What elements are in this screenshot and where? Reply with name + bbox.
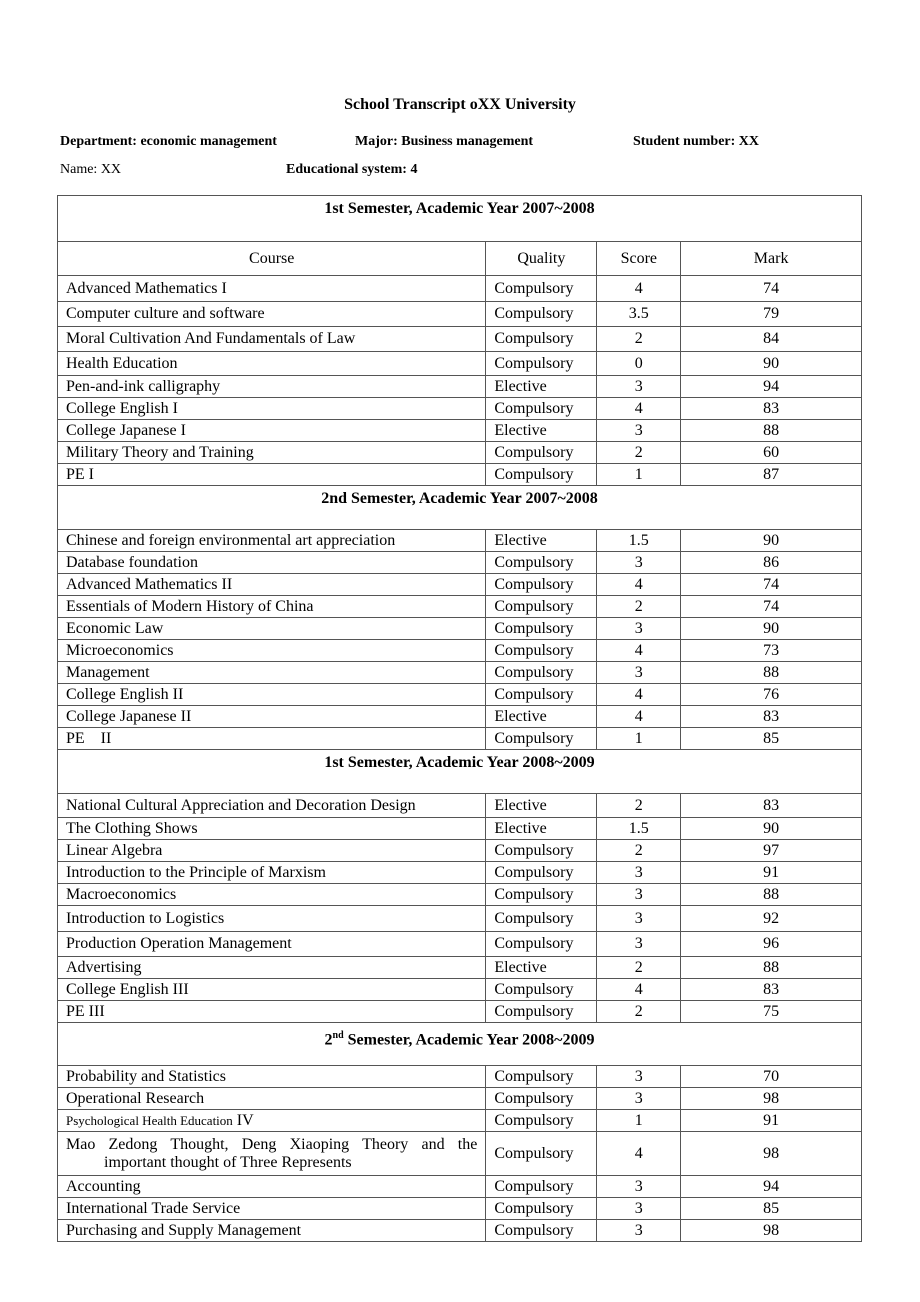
course-cell: Microeconomics <box>58 640 486 662</box>
course-cell: Management <box>58 662 486 684</box>
score-cell: 4 <box>597 398 681 420</box>
semester-title-rest: Semester, Academic Year 2008~2009 <box>343 1031 595 1049</box>
quality-cell: Compulsory <box>486 276 597 302</box>
course-name-suffix: IV <box>236 1111 254 1129</box>
course-cell: Pen-and-ink calligraphy <box>58 376 486 398</box>
mark-cell: 76 <box>681 684 862 706</box>
score-cell: 4 <box>597 979 681 1001</box>
educational-system-text: Educational system: 4 <box>286 162 418 177</box>
course-cell: College English I <box>58 398 486 420</box>
table-row <box>58 442 862 464</box>
course-cell: International Trade Service <box>58 1198 486 1220</box>
major-text: Major: Business management <box>355 134 534 149</box>
table-row <box>58 1110 862 1132</box>
course-cell: Military Theory and Training <box>58 442 486 464</box>
course-cell: Macroeconomics <box>58 884 486 906</box>
semester-title: 2nd Semester, Academic Year 2007~2008 <box>58 486 862 530</box>
quality-cell: Elective <box>486 530 597 552</box>
score-cell: 0 <box>597 352 681 376</box>
score-cell: 1.5 <box>597 530 681 552</box>
course-cell: Advanced Mathematics II <box>58 574 486 596</box>
course-cell: College Japanese I <box>58 420 486 442</box>
semester-title <box>58 1023 862 1066</box>
course-cell: Operational Research <box>58 1088 486 1110</box>
quality-cell: Elective <box>486 706 597 728</box>
mark-cell: 94 <box>681 1176 862 1198</box>
table-row <box>58 464 862 486</box>
table-row <box>58 376 862 398</box>
quality-cell: Compulsory <box>486 1110 597 1132</box>
score-cell: 3 <box>597 1066 681 1088</box>
mark-cell: 91 <box>681 862 862 884</box>
table-row <box>58 640 862 662</box>
table-row <box>58 794 862 818</box>
quality-cell: Compulsory <box>486 464 597 486</box>
score-cell: 2 <box>597 794 681 818</box>
quality-cell: Compulsory <box>486 662 597 684</box>
score-cell: 3 <box>597 662 681 684</box>
course-cell: National Cultural Appreciation and Decoration Design <box>58 794 486 818</box>
quality-cell: Elective <box>486 420 597 442</box>
transcript-title: School Transcript oXX University <box>344 96 576 113</box>
table-row <box>58 420 862 442</box>
course-cell: Chinese and foreign environmental art appreciation <box>58 530 486 552</box>
table-row <box>58 906 862 932</box>
table-row <box>58 552 862 574</box>
quality-cell: Compulsory <box>486 596 597 618</box>
score-cell: 3 <box>597 376 681 398</box>
quality-cell: Elective <box>486 376 597 398</box>
score-cell: 4 <box>597 574 681 596</box>
mark-cell: 83 <box>681 794 862 818</box>
course-cell: College English III <box>58 979 486 1001</box>
score-cell: 4 <box>597 276 681 302</box>
table-row <box>58 1001 862 1023</box>
quality-cell: Compulsory <box>486 840 597 862</box>
mark-cell: 87 <box>681 464 862 486</box>
score-cell: 3 <box>597 1220 681 1242</box>
score-cell: 1 <box>597 464 681 486</box>
score-cell: 2 <box>597 1001 681 1023</box>
quality-cell: Compulsory <box>486 862 597 884</box>
course-cell <box>58 1110 486 1132</box>
course-cell: Economic Law <box>58 618 486 640</box>
mark-cell: 85 <box>681 728 862 750</box>
quality-cell: Compulsory <box>486 684 597 706</box>
table-row <box>58 352 862 376</box>
course-cell: Essentials of Modern History of China <box>58 596 486 618</box>
mark-cell: 91 <box>681 1110 862 1132</box>
course-name-line-2: important thought of Three Represents <box>104 1153 352 1171</box>
table-row <box>58 618 862 640</box>
table-row <box>58 979 862 1001</box>
score-cell: 2 <box>597 840 681 862</box>
mark-cell: 98 <box>681 1088 862 1110</box>
mark-cell: 98 <box>681 1132 862 1176</box>
quality-cell: Compulsory <box>486 1176 597 1198</box>
quality-cell: Compulsory <box>486 302 597 327</box>
table-body <box>58 196 862 1242</box>
quality-cell: Compulsory <box>486 979 597 1001</box>
course-cell: PE III <box>58 1001 486 1023</box>
mark-cell: 70 <box>681 1066 862 1088</box>
mark-cell: 90 <box>681 618 862 640</box>
quality-cell: Compulsory <box>486 1132 597 1176</box>
quality-cell: Compulsory <box>486 352 597 376</box>
table-row <box>58 1198 862 1220</box>
course-cell: The Clothing Shows <box>58 818 486 840</box>
score-cell: 3 <box>597 1176 681 1198</box>
table-row <box>58 596 862 618</box>
table-row <box>58 818 862 840</box>
name-field: Name: XX <box>60 162 122 177</box>
quality-cell: Elective <box>486 957 597 979</box>
course-cell: Production Operation Management <box>58 932 486 957</box>
table-row <box>58 684 862 706</box>
course-cell: Advertising <box>58 957 486 979</box>
table-row <box>58 1066 862 1088</box>
table-row <box>58 706 862 728</box>
score-cell: 2 <box>597 327 681 352</box>
quality-cell: Compulsory <box>486 1220 597 1242</box>
table-row <box>58 1220 862 1242</box>
column-header-course: Course <box>58 242 486 276</box>
score-cell: 3 <box>597 618 681 640</box>
score-cell: 2 <box>597 957 681 979</box>
score-cell: 4 <box>597 684 681 706</box>
mark-cell: 83 <box>681 398 862 420</box>
score-cell: 2 <box>597 442 681 464</box>
table-row <box>58 276 862 302</box>
table-row <box>58 1132 862 1176</box>
mark-cell: 97 <box>681 840 862 862</box>
course-cell: Purchasing and Supply Management <box>58 1220 486 1242</box>
table-row <box>58 728 862 750</box>
score-cell: 3 <box>597 884 681 906</box>
mark-cell: 75 <box>681 1001 862 1023</box>
quality-cell: Compulsory <box>486 552 597 574</box>
table-row <box>58 398 862 420</box>
quality-cell: Compulsory <box>486 327 597 352</box>
score-cell: 4 <box>597 706 681 728</box>
course-cell: Moral Cultivation And Fundamentals of Law <box>58 327 486 352</box>
table-row <box>58 327 862 352</box>
quality-cell: Compulsory <box>486 884 597 906</box>
mark-cell: 79 <box>681 302 862 327</box>
table-row <box>58 530 862 552</box>
course-cell: Probability and Statistics <box>58 1066 486 1088</box>
semester-header <box>58 486 862 530</box>
score-cell: 1 <box>597 1110 681 1132</box>
table-row <box>58 862 862 884</box>
semester-header <box>58 196 862 242</box>
mark-cell: 83 <box>681 706 862 728</box>
major-field <box>355 134 533 150</box>
educational-system-field <box>286 162 417 178</box>
quality-cell: Compulsory <box>486 1066 597 1088</box>
quality-cell: Compulsory <box>486 932 597 957</box>
score-cell: 1.5 <box>597 818 681 840</box>
mark-cell: 88 <box>681 420 862 442</box>
course-cell: Computer culture and software <box>58 302 486 327</box>
mark-cell: 90 <box>681 818 862 840</box>
quality-cell: Compulsory <box>486 618 597 640</box>
quality-cell: Elective <box>486 794 597 818</box>
quality-cell: Compulsory <box>486 1001 597 1023</box>
course-name-small: Psychological Health Education <box>66 1112 233 1128</box>
quality-cell: Compulsory <box>486 1198 597 1220</box>
table-row <box>58 1088 862 1110</box>
semester-title-suffix: nd <box>332 1030 344 1041</box>
course-cell: Introduction to Logistics <box>58 906 486 932</box>
course-cell: Database foundation <box>58 552 486 574</box>
mark-cell: 98 <box>681 1220 862 1242</box>
course-cell: Accounting <box>58 1176 486 1198</box>
table-row <box>58 1176 862 1198</box>
mark-cell: 88 <box>681 884 862 906</box>
course-cell: PE I <box>58 464 486 486</box>
course-cell: College English II <box>58 684 486 706</box>
column-header-quality: Quality <box>486 242 597 276</box>
score-cell: 3 <box>597 1198 681 1220</box>
student-number-field <box>633 134 759 150</box>
score-cell: 4 <box>597 640 681 662</box>
mark-cell: 73 <box>681 640 862 662</box>
score-cell: 3 <box>597 552 681 574</box>
mark-cell: 74 <box>681 574 862 596</box>
semester-title: 1st Semester, Academic Year 2008~2009 <box>58 750 862 794</box>
department-text: Department: economic management <box>60 134 277 149</box>
course-cell: Linear Algebra <box>58 840 486 862</box>
mark-cell: 90 <box>681 530 862 552</box>
table-row <box>58 574 862 596</box>
column-header-score: Score <box>597 242 681 276</box>
mark-cell: 96 <box>681 932 862 957</box>
table-row <box>58 932 862 957</box>
semester-header <box>58 750 862 794</box>
score-cell: 3 <box>597 1088 681 1110</box>
table-row <box>58 884 862 906</box>
mark-cell: 94 <box>681 376 862 398</box>
table-row <box>58 302 862 327</box>
mark-cell: 83 <box>681 979 862 1001</box>
course-cell: College Japanese II <box>58 706 486 728</box>
quality-cell: Elective <box>486 818 597 840</box>
quality-cell: Compulsory <box>486 442 597 464</box>
column-header-row <box>58 242 862 276</box>
score-cell: 3.5 <box>597 302 681 327</box>
mark-cell: 90 <box>681 352 862 376</box>
column-header-mark: Mark <box>681 242 862 276</box>
mark-cell: 86 <box>681 552 862 574</box>
course-cell <box>58 1132 486 1176</box>
score-cell: 3 <box>597 862 681 884</box>
mark-cell: 85 <box>681 1198 862 1220</box>
mark-cell: 88 <box>681 662 862 684</box>
transcript-table <box>57 195 862 1242</box>
semester-header <box>58 1023 862 1066</box>
student-number-text: Student number: XX <box>633 134 760 149</box>
table-row <box>58 662 862 684</box>
score-cell: 2 <box>597 596 681 618</box>
course-name-line-1: Mao Zedong Thought, Deng Xiaoping Theory and the <box>66 1135 478 1153</box>
score-cell: 3 <box>597 420 681 442</box>
semester-title: 1st Semester, Academic Year 2007~2008 <box>58 196 862 242</box>
score-cell: 3 <box>597 932 681 957</box>
mark-cell: 84 <box>681 327 862 352</box>
mark-cell: 60 <box>681 442 862 464</box>
quality-cell: Compulsory <box>486 640 597 662</box>
course-cell: Introduction to the Principle of Marxism <box>58 862 486 884</box>
quality-cell: Compulsory <box>486 906 597 932</box>
table-row <box>58 840 862 862</box>
semester-title-number: 2 <box>324 1031 333 1049</box>
mark-cell: 92 <box>681 906 862 932</box>
quality-cell: Compulsory <box>486 728 597 750</box>
mark-cell: 74 <box>681 276 862 302</box>
quality-cell: Compulsory <box>486 574 597 596</box>
quality-cell: Compulsory <box>486 1088 597 1110</box>
score-cell: 3 <box>597 906 681 932</box>
course-cell: Health Education <box>58 352 486 376</box>
score-cell: 4 <box>597 1132 681 1176</box>
table-row <box>58 957 862 979</box>
mark-cell: 88 <box>681 957 862 979</box>
course-cell: PE II <box>58 728 486 750</box>
quality-cell: Compulsory <box>486 398 597 420</box>
department-field <box>60 134 277 150</box>
score-cell: 1 <box>597 728 681 750</box>
course-cell: Advanced Mathematics I <box>58 276 486 302</box>
mark-cell: 74 <box>681 596 862 618</box>
